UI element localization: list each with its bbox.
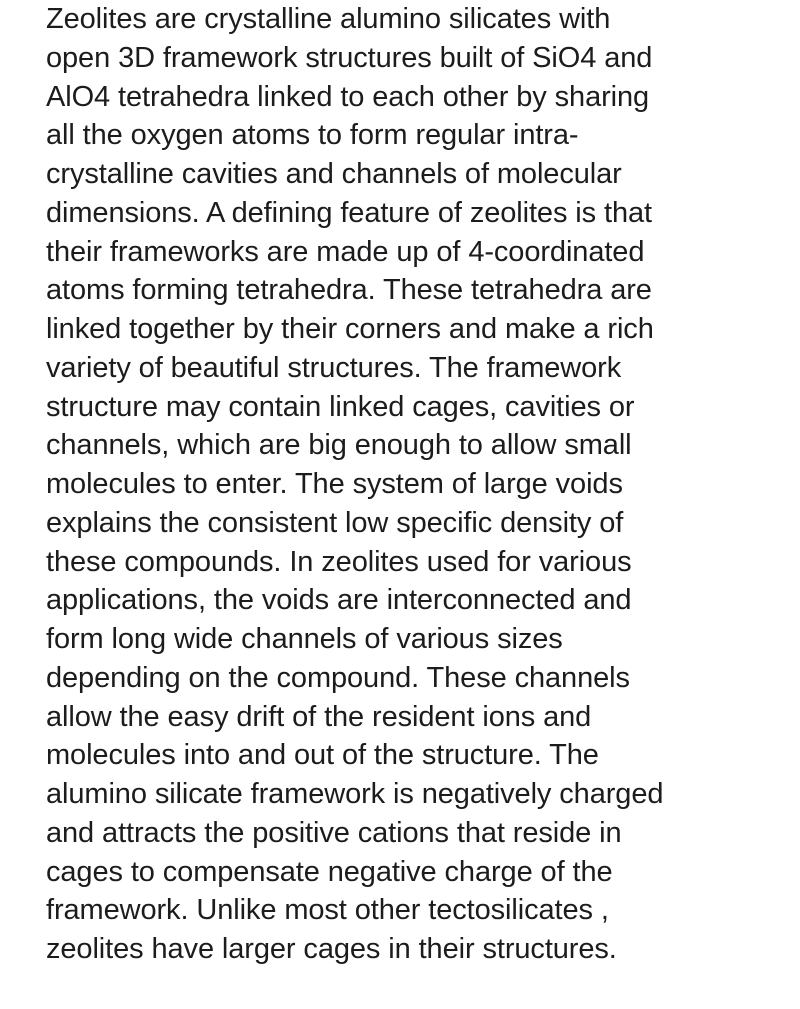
text-line-10: variety of beautiful structures. The framework (46, 351, 622, 384)
text-line-16: applications, the voids are interconnected and (46, 584, 632, 617)
text-line-21: alumino silicate framework is negatively charged (46, 778, 664, 810)
text-line-3: AlO4 tetrahedra linked to each other by sharing (46, 80, 650, 113)
text-line-2: open 3D framework structures built of SiO4 and (46, 41, 653, 74)
text-line-14: explains the consistent low specific density of (46, 506, 624, 539)
text-line-11: structure may contain linked cages, cavities or (46, 390, 635, 423)
text-line-25: zeolites have larger cages in their structures. (46, 933, 617, 965)
text-line-9: linked together by their corners and make a rich (46, 313, 654, 345)
text-line-17: form long wide channels of various sizes (46, 623, 563, 655)
text-line-23: cages to compensate negative charge of the (46, 855, 613, 888)
text-line-22: and attracts the positive cations that reside in (46, 816, 622, 849)
text-line-18: depending on the compound. These channels (46, 661, 630, 694)
text-line-15: these compounds. In zeolites used for various (46, 545, 632, 578)
note-body (46, 0, 786, 969)
text-line-1: Zeolites are crystalline alumino silicates with (46, 3, 611, 35)
text-line-12: channels, which are big enough to allow small (46, 429, 632, 462)
text-line-5: crystalline cavities and channels of molecular (46, 158, 622, 190)
text-line-7: their frameworks are made up of 4-coordinated (46, 235, 645, 268)
text-line-6: dimensions. A defining feature of zeolites is that (46, 196, 652, 229)
text-line-19: allow the easy drift of the resident ions and (46, 700, 592, 733)
text-line-13: molecules to enter. The system of large voids (46, 468, 623, 500)
text-line-8: atoms forming tetrahedra. These tetrahedra are (46, 274, 652, 307)
text-line-24: framework. Unlike most other tectosilicates , (46, 894, 609, 927)
text-line-4: all the oxygen atoms to form regular intra- (46, 119, 579, 152)
text-line-20: molecules into and out of the structure. The (46, 739, 599, 772)
